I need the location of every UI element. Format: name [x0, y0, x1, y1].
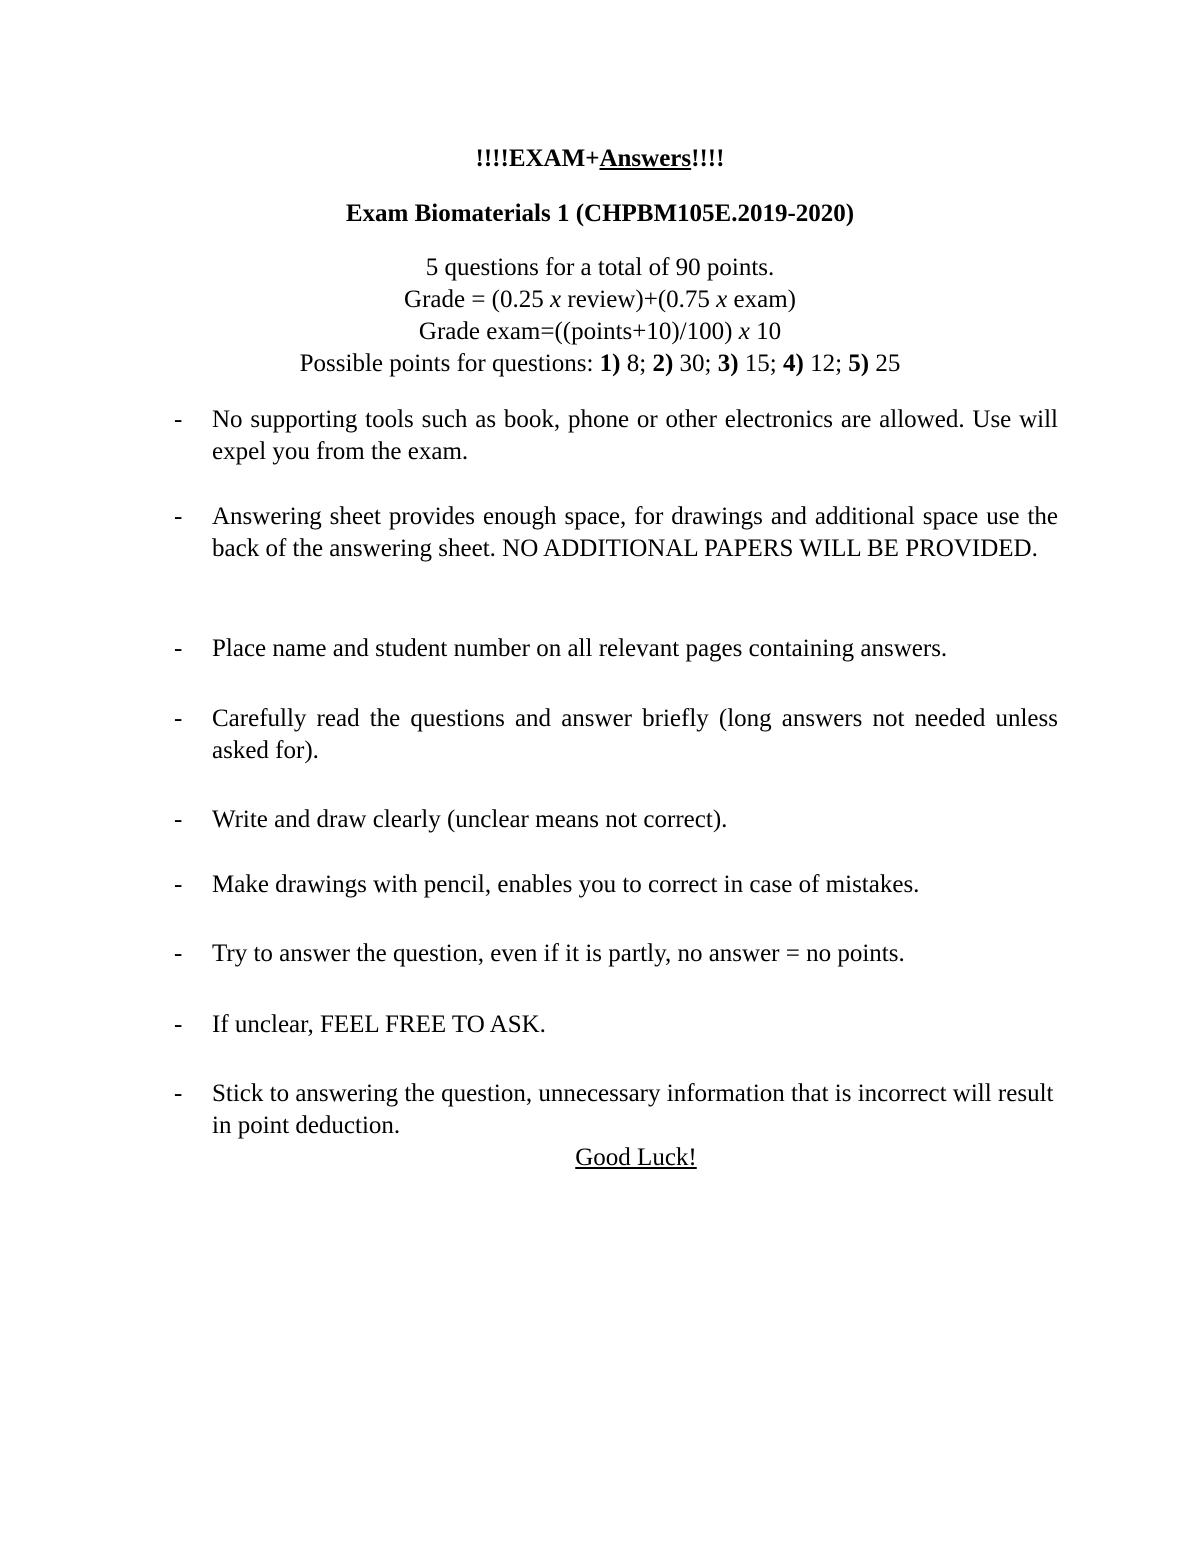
rule-bullet: - [174, 1080, 183, 1107]
rule-text: If unclear, FEEL FREE TO ASK. [212, 1011, 546, 1038]
rule-bullet: - [174, 940, 183, 967]
question-points: 30; [673, 350, 718, 377]
question-number: 4) [783, 350, 804, 377]
rule-item [174, 1009, 1058, 1041]
rule-text: Try to answer the question, even if it is partly, no answer = no points. [212, 940, 905, 967]
title-suffix: !!!! [691, 145, 725, 172]
rule-item [174, 938, 1058, 970]
grade-formula-part: Grade = (0.25 [404, 286, 551, 313]
exam-info-block [0, 252, 1200, 380]
rule-bullet: - [174, 705, 183, 732]
rule-bullet: - [174, 503, 183, 530]
title-prefix: !!!!EXAM+ [475, 145, 600, 172]
rule-item [174, 869, 1058, 901]
rule-text: Make drawings with pencil, enables you to correct in case of mistakes. [212, 871, 920, 898]
grade-exam-part: Grade exam=((points+10)/100) [418, 318, 739, 345]
question-number: 2) [652, 350, 674, 377]
question-points: 12; [803, 350, 849, 377]
rule-bullet: - [174, 406, 183, 433]
question-points: 15; [738, 350, 783, 377]
rule-text: Stick to answering the question, unnecessary information that is incorrect will result in point deduction. [212, 1080, 1054, 1139]
rule-item [174, 404, 1058, 468]
rule-item [174, 1078, 1058, 1142]
rule-item [174, 703, 1058, 767]
question-points: 25 [869, 350, 901, 377]
question-number: 3) [717, 350, 739, 377]
question-number: 1) [599, 350, 621, 377]
grade-formula-part: review)+(0.75 [561, 286, 717, 313]
grade-exam-line [0, 316, 1200, 348]
rule-text: Answering sheet provides enough space, for drawings and additional space use the back of the answering sheet. NO ADDITIONAL PAPERS WILL BE PROVIDED. [212, 503, 1058, 562]
question-points: 8; [620, 350, 653, 377]
question-number: 5) [848, 350, 870, 377]
rule-text: Write and draw clearly (unclear means not correct). [212, 806, 728, 833]
rule-item [174, 804, 1058, 836]
possible-points-intro: Possible points for questions: [299, 350, 600, 377]
rule-bullet: - [174, 635, 183, 662]
rule-item [174, 633, 1058, 665]
rule-text: Carefully read the questions and answer briefly (long answers not needed unless asked for). [212, 705, 1058, 764]
multiply-symbol: x [716, 286, 728, 313]
exam-subtitle: Exam Biomaterials 1 (CHPBM105E.2019-2020) [345, 200, 855, 227]
grade-formula-line [0, 284, 1200, 316]
rule-bullet: - [174, 1011, 183, 1038]
multiply-symbol: x [550, 286, 562, 313]
rule-item [174, 501, 1058, 565]
page-title [0, 143, 1200, 175]
closing-good-luck: Good Luck! [575, 1144, 697, 1171]
rule-bullet: - [174, 871, 183, 898]
grade-formula-part: exam) [727, 286, 796, 313]
rule-text: Place name and student number on all relevant pages containing answers. [212, 635, 948, 662]
possible-points-line [0, 348, 1200, 380]
grade-exam-part: 10 [749, 318, 782, 345]
rule-bullet: - [174, 806, 183, 833]
rule-text: No supporting tools such as book, phone or other electronics are allowed. Use will expel you from the exam. [212, 406, 1058, 465]
multiply-symbol: x [738, 318, 750, 345]
questions-total-line: 5 questions for a total of 90 points. [425, 254, 775, 281]
title-answers-underlined: Answers [599, 145, 692, 172]
